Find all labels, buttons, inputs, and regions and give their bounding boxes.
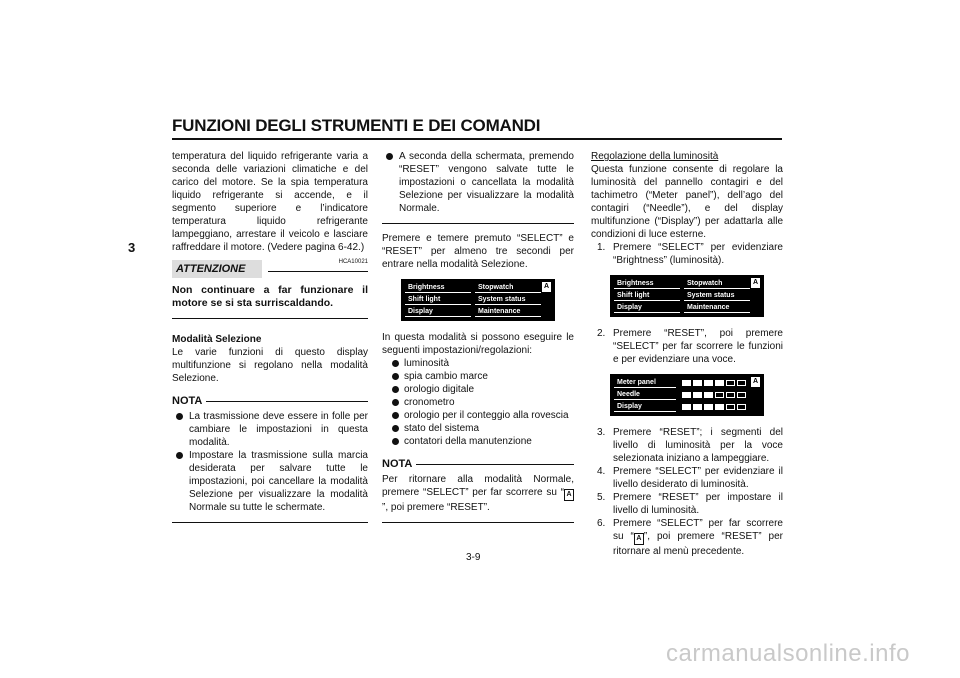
lcd-row — [614, 303, 750, 314]
attention-text: Non continuare a far funzionare il motore se si sta surriscaldando. — [172, 284, 368, 309]
lcd-brightness-levels — [610, 374, 764, 416]
level-segment-empty — [726, 404, 735, 410]
nota-end-rule — [172, 522, 368, 523]
level-segment-filled — [715, 404, 724, 410]
settings-intro: In questa modalità si possono eseguire le seguenti impostazioni/regolazioni: — [382, 332, 574, 356]
level-segment-empty — [737, 392, 746, 398]
nota-header — [382, 458, 574, 471]
nota-end-rule — [382, 522, 574, 523]
brightness-section-title: Regolazione della luminosità — [591, 151, 719, 162]
step-item — [591, 465, 783, 491]
lcd-item-meter-panel: Meter panel — [614, 378, 676, 388]
settings-item: luminosità — [382, 357, 574, 370]
step-text: Premere “SELECT” per far scorrere su “ — [613, 518, 783, 542]
step-number: 4. — [597, 466, 606, 477]
page-header-title: FUNZIONI DEGLI STRUMENTI E DEI COMANDI — [172, 116, 541, 135]
lcd-row — [614, 291, 750, 302]
column-1 — [172, 150, 368, 531]
level-segment-filled — [693, 392, 702, 398]
nota-item: Impostare la trasmissione sulla marcia desiderata per salvare tutte le impostazioni, poi cancellare la modalità Selezione per visualizzare la modalità Normale su tutte le schermate. — [172, 449, 368, 514]
step-text: Premere “RESET” per impostare il livello di luminosità. — [613, 492, 783, 516]
nota-rule — [416, 464, 574, 465]
level-segment-filled — [693, 380, 702, 386]
lcd-return-icon: A — [543, 283, 550, 290]
lcd-item-display: Display — [614, 402, 676, 412]
lcd-item-display: Display — [614, 303, 680, 313]
lcd-return-icon: A — [752, 378, 759, 385]
lcd-selection-menu — [401, 279, 555, 321]
level-segment-filled — [682, 380, 691, 386]
lcd-item-stopwatch: Stopwatch — [684, 279, 750, 289]
level-segment-filled — [704, 380, 713, 386]
lcd-item-display: Display — [405, 307, 471, 317]
level-segment-empty — [726, 392, 735, 398]
section-text: Le varie funzioni di questo display multifunzione si regolano nella modalità Selezione. — [172, 347, 368, 384]
step-item — [591, 517, 783, 558]
lcd-item-system-status: System status — [684, 291, 750, 301]
nota-list — [172, 410, 368, 514]
step-number: 6. — [597, 518, 606, 529]
attention-code: HCA10021 — [338, 259, 368, 265]
lcd-item-needle: Needle — [614, 390, 676, 400]
header-rule — [172, 138, 782, 140]
level-segment-empty — [737, 380, 746, 386]
lcd-row — [614, 279, 750, 290]
nota-end-rule — [382, 223, 574, 224]
intro-paragraph: temperatura del liquido refrigerante varia a seconda delle variazioni climatiche e del carico del motore. Se la spia temperatura liquido refrigerante si accende, e il segmento superiore e l’indicatore temperatura liquido refrigerante lampeggiano, arrestare il veicolo e lasciare raffreddare il motore. (Vedere pagina 6-42.) — [172, 151, 368, 253]
step-number: 5. — [597, 492, 606, 503]
settings-item: contatori della manutenzione — [382, 435, 574, 448]
step-text: Premere “RESET”; i segmenti del livello di luminosità per la voce selezionata iniziano a lampeggiare. — [613, 427, 783, 464]
lcd-item-shift-light: Shift light — [614, 291, 680, 301]
lcd-item-brightness: Brightness — [405, 283, 471, 293]
lcd-row — [614, 402, 750, 413]
watermark: carmanualsonline.info — [666, 640, 910, 667]
attention-rule — [268, 271, 368, 272]
nota-item: A seconda della schermata, premendo “RESET” vengono salvate tutte le impostazioni o cancellata la modalità Selezione per visualizzare la modalità Normale. — [382, 150, 574, 215]
nota-rule — [206, 401, 368, 402]
step-item — [591, 426, 783, 465]
nota-label: NOTA — [172, 395, 203, 407]
lcd-row — [405, 307, 541, 318]
level-segment-empty — [726, 380, 735, 386]
step-number: 2. — [597, 328, 606, 339]
nota-label: NOTA — [382, 458, 413, 470]
step-text: Premere “RESET”, poi premere “SELECT” per far scorrere le funzioni e per evidenziare una voce. — [613, 328, 783, 365]
step-item — [591, 241, 783, 267]
nota-header — [172, 395, 368, 408]
lcd-item-stopwatch: Stopwatch — [475, 283, 541, 293]
level-segment-filled — [682, 404, 691, 410]
settings-item: cronometro — [382, 396, 574, 409]
step-text: ”, poi premere “RESET” per ritornare al menù precedente. — [613, 531, 783, 557]
level-segment-empty — [715, 392, 724, 398]
chapter-tab: 3 — [128, 240, 136, 255]
level-segment-filled — [682, 392, 691, 398]
level-segment-empty — [737, 404, 746, 410]
enter-selection-paragraph: Premere e temere premuto “SELECT” e “RESET” per almeno tre secondi per entrare nella modalità Selezione. — [382, 233, 574, 270]
attention-end-rule — [172, 318, 368, 319]
return-icon: A — [634, 533, 644, 545]
settings-item: spia cambio marce — [382, 370, 574, 383]
lcd-item-maintenance: Maintenance — [475, 307, 541, 317]
lcd-row — [405, 295, 541, 306]
nota-item: La trasmissione deve essere in folle per cambiare le impostazioni in questa modalità. — [172, 410, 368, 449]
lcd-row — [405, 283, 541, 294]
lcd-item-shift-light: Shift light — [405, 295, 471, 305]
level-segment-filled — [693, 404, 702, 410]
settings-item: stato del sistema — [382, 422, 574, 435]
steps-list-a — [591, 241, 783, 267]
steps-list-b — [591, 327, 783, 366]
step-number: 1. — [597, 242, 606, 253]
column-2 — [382, 150, 574, 531]
step-item — [591, 327, 783, 366]
lcd-item-brightness: Brightness — [614, 279, 680, 289]
level-segment-filled — [704, 404, 713, 410]
settings-item: orologio per il conteggio alla rovescia — [382, 409, 574, 422]
settings-list — [382, 357, 574, 448]
level-segment-filled — [715, 380, 724, 386]
lcd-row — [614, 378, 750, 389]
lcd-row — [614, 390, 750, 401]
settings-item: orologio digitale — [382, 383, 574, 396]
step-number: 3. — [597, 427, 606, 438]
attention-header — [172, 260, 368, 278]
return-icon: A — [564, 489, 574, 501]
nota-text-part: ”, poi premere “RESET”. — [382, 502, 490, 513]
level-segment-filled — [704, 392, 713, 398]
lcd-return-icon: A — [752, 279, 759, 286]
brightness-intro: Questa funzione consente di regolare la luminosità del pannello contagiri e del tachimetro (“Meter panel”), dell’ago del contagiri (“Needle”), e del display multifunzione (“Display”) per adattarla alle condizioni di luce esterne. — [591, 164, 783, 240]
attention-badge: ATTENZIONE — [172, 260, 262, 278]
lcd-item-system-status: System status — [475, 295, 541, 305]
page-number: 3-9 — [466, 552, 481, 563]
nota-return-text — [382, 473, 574, 514]
step-text: Premere “SELECT” per evidenziare “Brightness” (luminosità). — [613, 242, 783, 266]
nota-text-part: Per ritornare alla modalità Normale, premere “SELECT” per far scorrere su “ — [382, 474, 574, 498]
steps-list-c — [591, 426, 783, 558]
step-item — [591, 491, 783, 517]
lcd-brightness-selected — [610, 275, 764, 317]
section-title-selection-mode: Modalità Selezione — [172, 334, 262, 345]
lcd-item-maintenance: Maintenance — [684, 303, 750, 313]
step-text: Premere “SELECT” per evidenziare il livello desiderato di luminosità. — [613, 466, 783, 490]
nota-continued-list — [382, 150, 574, 215]
column-3 — [591, 150, 783, 558]
